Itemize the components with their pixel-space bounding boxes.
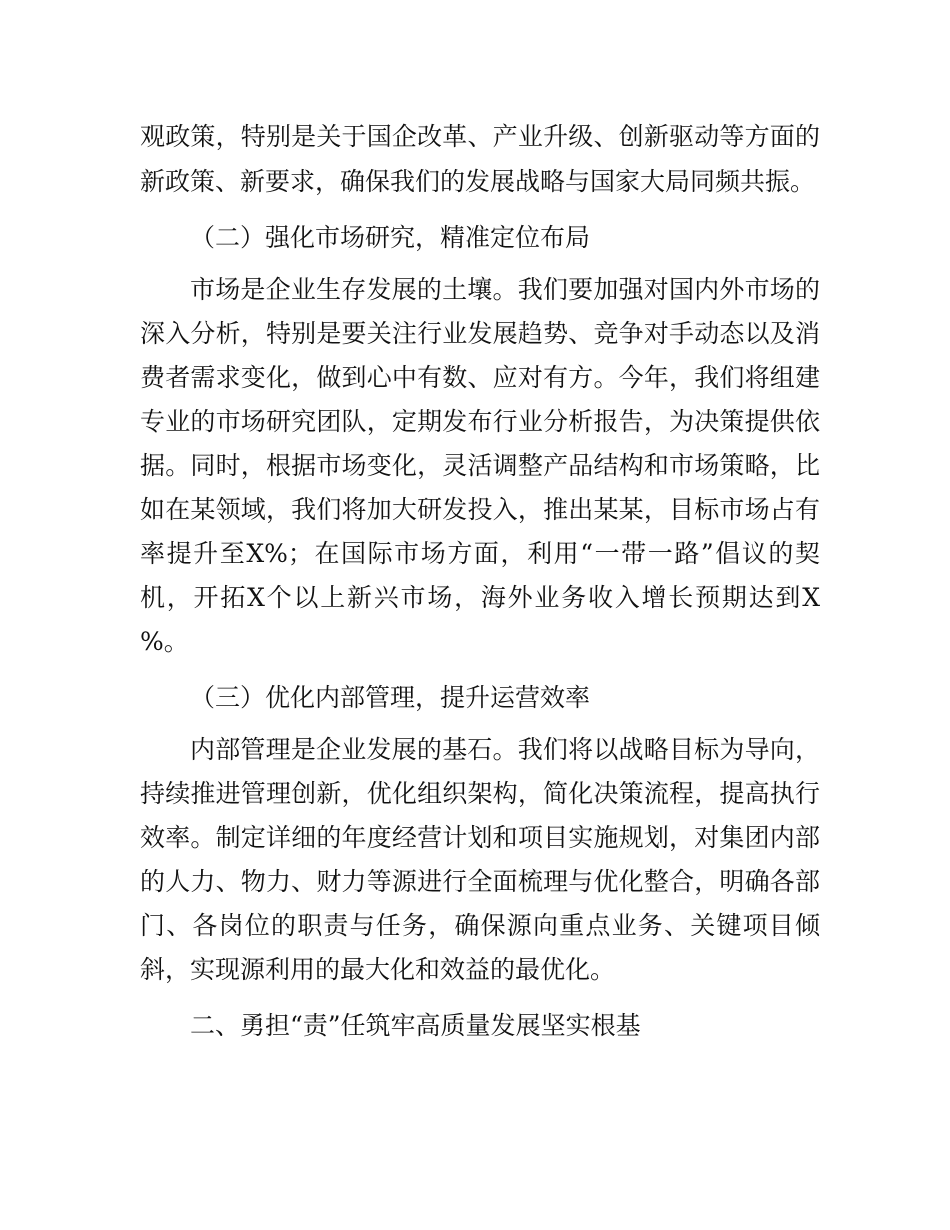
subsection-heading: （三）优化内部管理，提升运营效率 — [190, 683, 591, 712]
paragraph-line: 斜，实现源利用的最大化和效益的最优化。 — [140, 955, 616, 984]
paragraph-line: 内部管理是企业发展的基石。我们将以战略目标为导向， — [190, 735, 820, 764]
paragraph-line: 门、各岗位的职责与任务，确保源向重点业务、关键项目倾 — [140, 911, 820, 940]
paragraph-line: 率提升至X%；在国际市场方面，利用“一带一路”倡议的契 — [140, 539, 820, 568]
paragraph-line: 深入分析，特别是要关注行业发展趋势、竞争对手动态以及消 — [140, 319, 820, 348]
paragraph-line: 机，开拓X个以上新兴市场，海外业务收入增长预期达到X — [140, 583, 820, 612]
paragraph-line: 费者需求变化，做到心中有数、应对有方。今年，我们将组建 — [140, 363, 820, 392]
paragraph-line: 观政策，特别是关于国企改革、产业升级、创新驱动等方面的 — [140, 122, 820, 151]
paragraph-line: 的人力、物力、财力等源进行全面梳理与优化整合，明确各部 — [140, 867, 820, 896]
paragraph-line: %。 — [140, 627, 189, 656]
section-heading: 二、勇担“责”任筑牢高质量发展坚实根基 — [190, 1011, 641, 1040]
paragraph-line: 专业的市场研究团队，定期发布行业分析报告，为决策提供依 — [140, 407, 820, 436]
paragraph-line: 持续推进管理创新，优化组织架构，简化决策流程，提高执行 — [140, 779, 820, 808]
paragraph-line: 如在某领域，我们将加大研发投入，推出某某，目标市场占有 — [140, 495, 820, 524]
subsection-heading: （二）强化市场研究，精准定位布局 — [190, 223, 591, 252]
paragraph-line: 效率。制定详细的年度经营计划和项目实施规划，对集团内部 — [140, 823, 820, 852]
paragraph-line: 市场是企业生存发展的土壤。我们要加强对国内外市场的 — [190, 275, 820, 304]
paragraph-line: 据。同时，根据市场变化，灵活调整产品结构和市场策略，比 — [140, 451, 820, 480]
paragraph-line: 新政策、新要求，确保我们的发展战略与国家大局同频共振。 — [140, 167, 816, 196]
